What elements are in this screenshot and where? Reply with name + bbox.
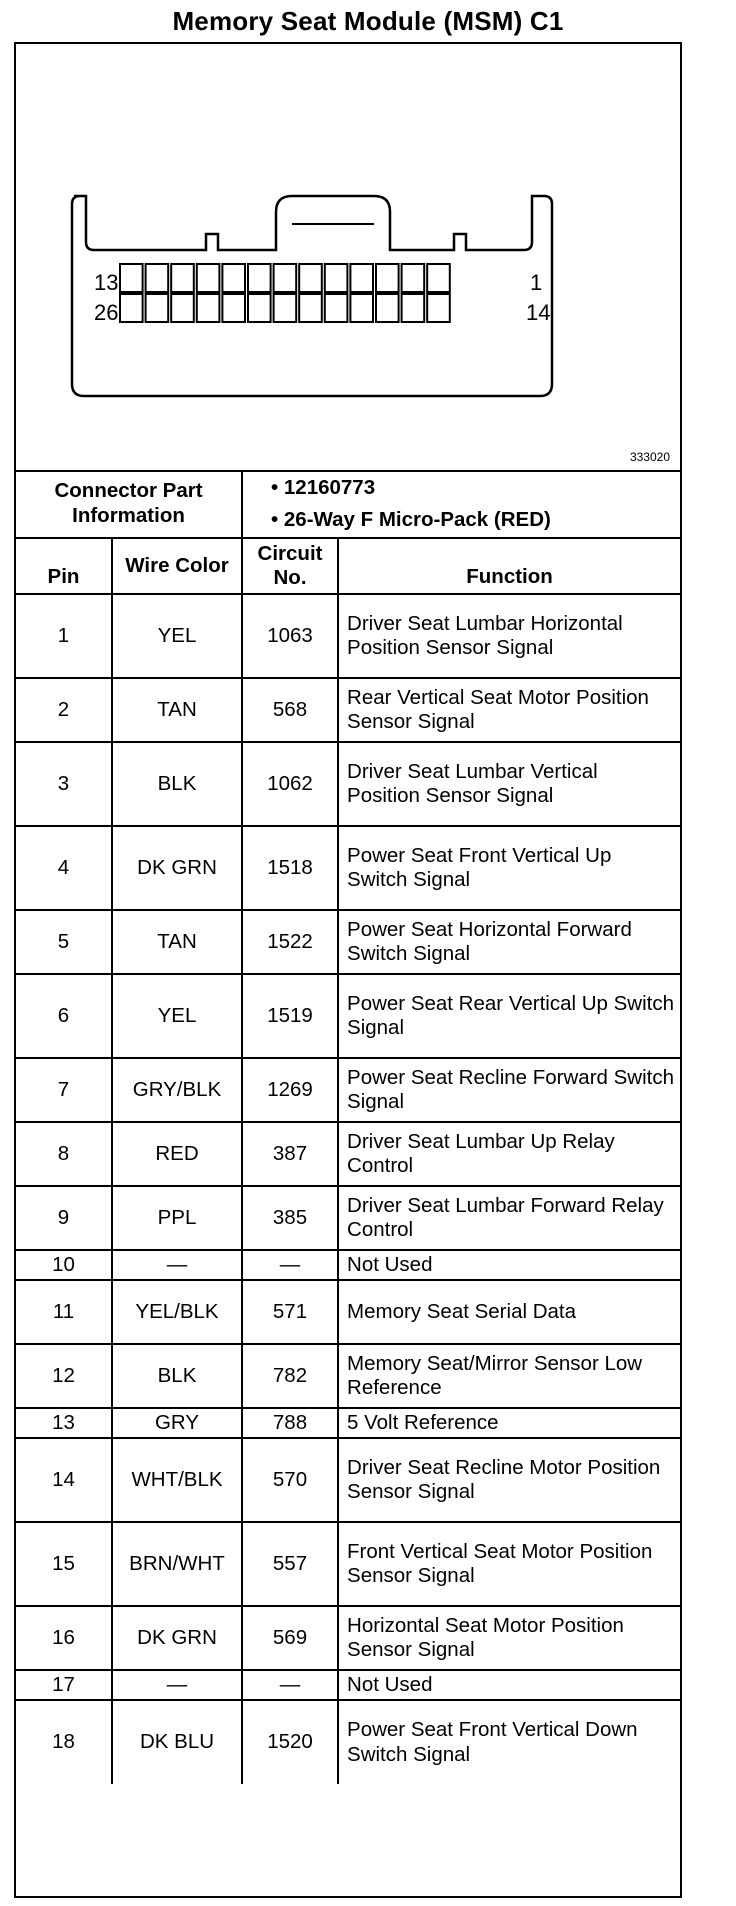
function-cell: 5 Volt Reference	[338, 1408, 680, 1438]
connector-drawing	[16, 44, 680, 470]
wire-color-cell: DK GRN	[112, 826, 242, 910]
circuit-cell: 1520	[242, 1700, 338, 1784]
connector-cavity	[325, 294, 348, 322]
table-row	[16, 1408, 680, 1438]
function-cell: Not Used	[338, 1670, 680, 1700]
pin-cell: 11	[16, 1280, 112, 1344]
pin-cell: 18	[16, 1700, 112, 1784]
pin-label-13: 13	[94, 270, 119, 295]
pin-cell: 7	[16, 1058, 112, 1122]
pin-label-1: 1	[530, 270, 543, 295]
connector-frame	[14, 42, 682, 1898]
table-row	[16, 910, 680, 974]
function-cell: Horizontal Seat Motor Position Sensor Signal	[338, 1606, 680, 1670]
wire-color-cell: GRY	[112, 1408, 242, 1438]
connector-cavity	[222, 294, 245, 322]
header-row	[16, 538, 680, 594]
pin-cell: 10	[16, 1250, 112, 1280]
cavity-grid	[120, 264, 450, 322]
table-row	[16, 1186, 680, 1250]
figure-number: 333020	[629, 450, 670, 464]
function-cell: Not Used	[338, 1250, 680, 1280]
pin-cell: 2	[16, 678, 112, 742]
circuit-cell: —	[242, 1250, 338, 1280]
table-row	[16, 1280, 680, 1344]
wire-color-cell: —	[112, 1670, 242, 1700]
wire-color-cell: WHT/BLK	[112, 1438, 242, 1522]
connector-cavity	[274, 264, 297, 292]
wire-color-cell: TAN	[112, 678, 242, 742]
function-cell: Rear Vertical Seat Motor Position Sensor Signal	[338, 678, 680, 742]
connector-cavity	[248, 264, 271, 292]
wire-color-cell: DK BLU	[112, 1700, 242, 1784]
part-info-values	[242, 470, 680, 538]
connector-cavity	[120, 294, 143, 322]
connector-cavity	[197, 294, 220, 322]
connector-cavity	[427, 294, 450, 322]
pin-cell: 8	[16, 1122, 112, 1186]
pin-cell: 1	[16, 594, 112, 678]
connector-cavity	[402, 294, 425, 322]
wire-color-cell: RED	[112, 1122, 242, 1186]
wire-color-cell: YEL/BLK	[112, 1280, 242, 1344]
function-cell: Front Vertical Seat Motor Position Sensor Signal	[338, 1522, 680, 1606]
circuit-cell: 1062	[242, 742, 338, 826]
connector-diagram	[16, 44, 680, 472]
header-circuit-no: Circuit No.	[242, 538, 338, 594]
connector-cavity	[146, 294, 169, 322]
connector-cavity	[325, 264, 348, 292]
pin-cell: 15	[16, 1522, 112, 1606]
table-row	[16, 1438, 680, 1522]
connector-cavity	[171, 264, 194, 292]
wire-color-cell: BLK	[112, 742, 242, 826]
connector-cavity	[350, 294, 373, 322]
circuit-cell: 1063	[242, 594, 338, 678]
circuit-cell: 570	[242, 1438, 338, 1522]
function-cell: Driver Seat Lumbar Up Relay Control	[338, 1122, 680, 1186]
function-cell: Memory Seat Serial Data	[338, 1280, 680, 1344]
function-cell: Power Seat Horizontal Forward Switch Signal	[338, 910, 680, 974]
connector-cavity	[248, 294, 271, 322]
connector-cavity	[120, 264, 143, 292]
table-row	[16, 826, 680, 910]
circuit-cell: 569	[242, 1606, 338, 1670]
circuit-cell: 571	[242, 1280, 338, 1344]
pin-cell: 14	[16, 1438, 112, 1522]
table-row	[16, 1522, 680, 1606]
function-cell: Power Seat Recline Forward Switch Signal	[338, 1058, 680, 1122]
wire-color-cell: TAN	[112, 910, 242, 974]
pin-label-26: 26	[94, 300, 119, 325]
function-cell: Driver Seat Lumbar Horizontal Position Sensor Signal	[338, 594, 680, 678]
pin-cell: 13	[16, 1408, 112, 1438]
table-row	[16, 1344, 680, 1408]
table-row	[16, 974, 680, 1058]
connector-cavity	[402, 264, 425, 292]
function-cell: Driver Seat Lumbar Forward Relay Control	[338, 1186, 680, 1250]
header-function: Function	[338, 538, 680, 594]
circuit-cell: 1519	[242, 974, 338, 1058]
connector-cavity	[376, 294, 399, 322]
wire-color-cell: YEL	[112, 594, 242, 678]
table-row	[16, 1122, 680, 1186]
pin-cell: 17	[16, 1670, 112, 1700]
function-cell: Driver Seat Recline Motor Position Sensor Signal	[338, 1438, 680, 1522]
header-pin: Pin	[16, 538, 112, 594]
pin-cell: 3	[16, 742, 112, 826]
connector-cavity	[146, 264, 169, 292]
table-row	[16, 1606, 680, 1670]
circuit-cell: 557	[242, 1522, 338, 1606]
connector-cavity	[197, 264, 220, 292]
table-row	[16, 1670, 680, 1700]
pin-cell: 9	[16, 1186, 112, 1250]
wire-color-cell: YEL	[112, 974, 242, 1058]
table-row	[16, 1700, 680, 1784]
pin-label-14: 14	[526, 300, 551, 325]
circuit-cell: 782	[242, 1344, 338, 1408]
wire-color-cell: BLK	[112, 1344, 242, 1408]
circuit-cell: 387	[242, 1122, 338, 1186]
circuit-cell: 1522	[242, 910, 338, 974]
circuit-cell: 385	[242, 1186, 338, 1250]
pinout-table	[16, 470, 680, 1784]
connector-cavity	[427, 264, 450, 292]
table-row	[16, 594, 680, 678]
page-title: Memory Seat Module (MSM) C1	[172, 6, 564, 36]
part-info-label: Connector Part Information	[16, 470, 242, 538]
pin-cell: 12	[16, 1344, 112, 1408]
part-info-row	[16, 470, 680, 538]
wire-color-cell: GRY/BLK	[112, 1058, 242, 1122]
circuit-cell: —	[242, 1670, 338, 1700]
circuit-cell: 568	[242, 678, 338, 742]
wire-color-cell: PPL	[112, 1186, 242, 1250]
wire-color-cell: BRN/WHT	[112, 1522, 242, 1606]
circuit-cell: 788	[242, 1408, 338, 1438]
function-cell: Driver Seat Lumbar Vertical Position Sensor Signal	[338, 742, 680, 826]
connector-cavity	[350, 264, 373, 292]
function-cell: Power Seat Front Vertical Down Switch Signal	[338, 1700, 680, 1784]
connector-cavity	[171, 294, 194, 322]
part-number: • 12160773	[271, 475, 376, 499]
table-row	[16, 1250, 680, 1280]
connector-type: • 26-Way F Micro-Pack (RED)	[271, 507, 551, 531]
pin-cell: 16	[16, 1606, 112, 1670]
pin-cell: 5	[16, 910, 112, 974]
wire-color-cell: —	[112, 1250, 242, 1280]
connector-cavity	[299, 294, 322, 322]
connector-cavity	[222, 264, 245, 292]
connector-outline	[72, 196, 552, 396]
connector-cavity	[299, 264, 322, 292]
wire-color-cell: DK GRN	[112, 1606, 242, 1670]
connector-cavity	[376, 264, 399, 292]
pin-cell: 4	[16, 826, 112, 910]
function-cell: Power Seat Front Vertical Up Switch Signal	[338, 826, 680, 910]
header-wire-color: Wire Color	[112, 538, 242, 594]
circuit-cell: 1269	[242, 1058, 338, 1122]
function-cell: Power Seat Rear Vertical Up Switch Signal	[338, 974, 680, 1058]
function-cell: Memory Seat/Mirror Sensor Low Reference	[338, 1344, 680, 1408]
pin-cell: 6	[16, 974, 112, 1058]
connector-cavity	[274, 294, 297, 322]
table-row	[16, 742, 680, 826]
table-row	[16, 1058, 680, 1122]
circuit-cell: 1518	[242, 826, 338, 910]
table-row	[16, 678, 680, 742]
